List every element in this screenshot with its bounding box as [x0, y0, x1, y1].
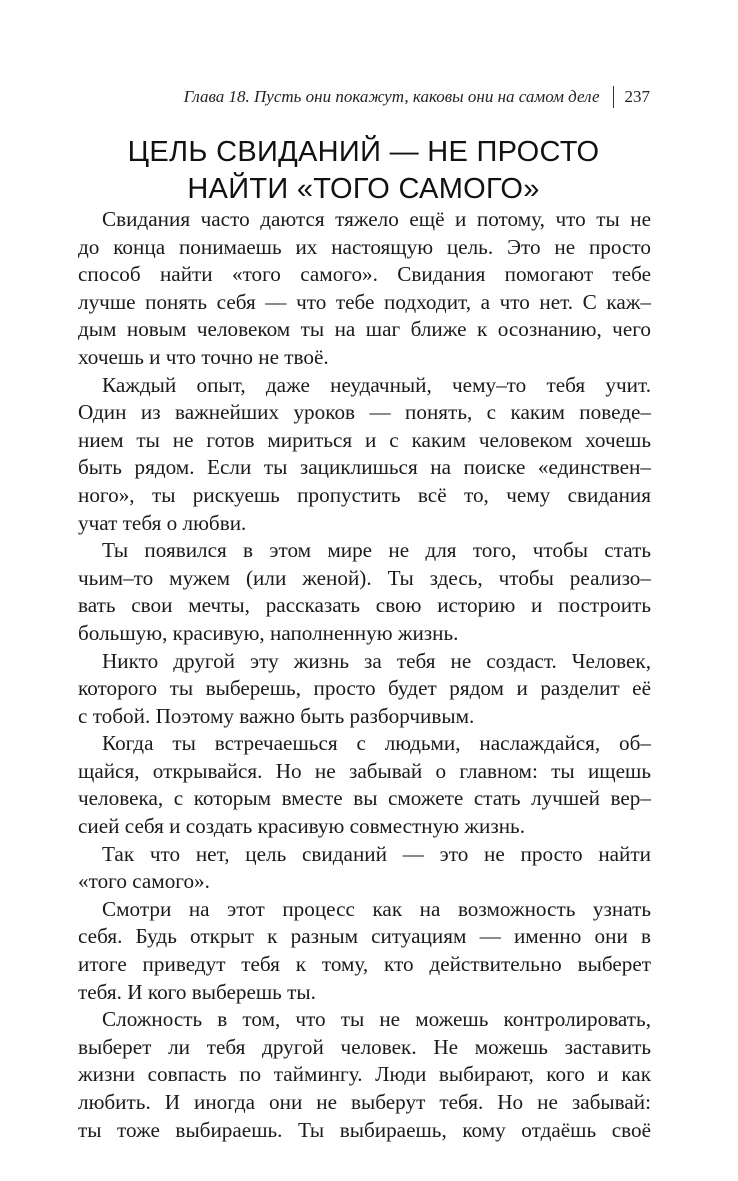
- text-line: Ты появился в этом мире не для того, чтобы стать: [102, 538, 651, 563]
- running-head: [184, 86, 650, 108]
- text-line: Так что нет, цель свиданий — это не просто найти: [102, 841, 651, 866]
- text-line: «того самого».: [78, 869, 210, 894]
- text-line: дым новым человеком ты на шаг ближе к осознанию, чего: [78, 317, 651, 342]
- text-line: щайся, открывайся. Но не забывай о главном: ты ищешь: [78, 758, 651, 783]
- text-line: большую, красивую, наполненную жизнь.: [78, 620, 459, 645]
- header-divider: [613, 86, 614, 108]
- text-line: Один из важнейших уроков — понять, с каким поведе–: [78, 400, 651, 425]
- text-line: учат тебя о любви.: [78, 510, 247, 535]
- text-line: Каждый опыт, даже неудачный, чему–то тебя учит.: [102, 372, 651, 397]
- text-line: с тобой. Поэтому важно быть разборчивым.: [78, 703, 475, 728]
- text-line: способ найти «того самого». Свидания помогают тебе: [78, 262, 651, 287]
- text-line: лучше понять себя — что тебе подходит, а что нет. С каж–: [78, 289, 651, 314]
- section-title-line-1: ЦЕЛЬ СВИДАНИЙ — НЕ ПРОСТО: [127, 136, 600, 168]
- text-line: себя. Будь открыт к разным ситуациям — именно они в: [78, 924, 651, 949]
- text-line: ного», ты рискуешь пропустить всё то, чему свидания: [78, 482, 651, 507]
- section-title: [76, 134, 651, 208]
- section-title-line-2: НАЙТИ «ТОГО САМОГО»: [187, 173, 540, 205]
- text-line: тебя. И кого выберешь ты.: [78, 979, 316, 1004]
- text-line: выберет ли тебя другой человек. Не можешь заставить: [78, 1034, 651, 1059]
- text-line: сией себя и создать красивую совместную жизнь.: [78, 814, 525, 839]
- text-line: вать свои мечты, рассказать свою историю и построить: [78, 593, 651, 618]
- text-line: хочешь и что точно не твоё.: [78, 344, 329, 369]
- text-line: человека, с которым вместе вы сможете стать лучшей вер–: [78, 786, 651, 811]
- text-line: Сложность в том, что ты не можешь контролировать,: [102, 1007, 651, 1032]
- chapter-title: Глава 18. Пусть они покажут, каковы они на самом деле: [183, 87, 600, 106]
- text-line: итоге приведут тебя к тому, кто действительно выберет: [78, 952, 651, 977]
- text-line: быть рядом. Если ты зациклишься на поиске «единствен–: [78, 455, 651, 480]
- text-line: нием ты не готов мириться и с каким человеком хочешь: [78, 427, 651, 452]
- text-line: Смотри на этот процесс как на возможность узнать: [102, 896, 651, 921]
- text-line: любить. И иногда они не выберут тебя. Но не забывай:: [78, 1090, 651, 1114]
- text-line: Когда ты встречаешься с людьми, наслаждайся, об–: [102, 731, 651, 756]
- text-line: ты тоже выбираешь. Ты выбираешь, кому отдаёшь своё: [78, 1117, 651, 1142]
- text-line: которого ты выберешь, просто будет рядом и разделит её: [78, 676, 651, 701]
- text-line: до конца понимаешь их настоящую цель. Это не просто: [78, 234, 651, 259]
- text-line: чьим–то мужем (или женой). Ты здесь, чтобы реализо–: [78, 565, 651, 590]
- text-line: Свидания часто даются тяжело ещё и потому, что ты не: [102, 207, 651, 231]
- text-line: Никто другой эту жизнь за тебя не создаст. Человек,: [102, 648, 651, 673]
- text-line: жизни совпасть по таймингу. Люди выбирают, кого и как: [78, 1062, 651, 1087]
- page-number: 237: [624, 87, 650, 106]
- body-text: [78, 206, 651, 1144]
